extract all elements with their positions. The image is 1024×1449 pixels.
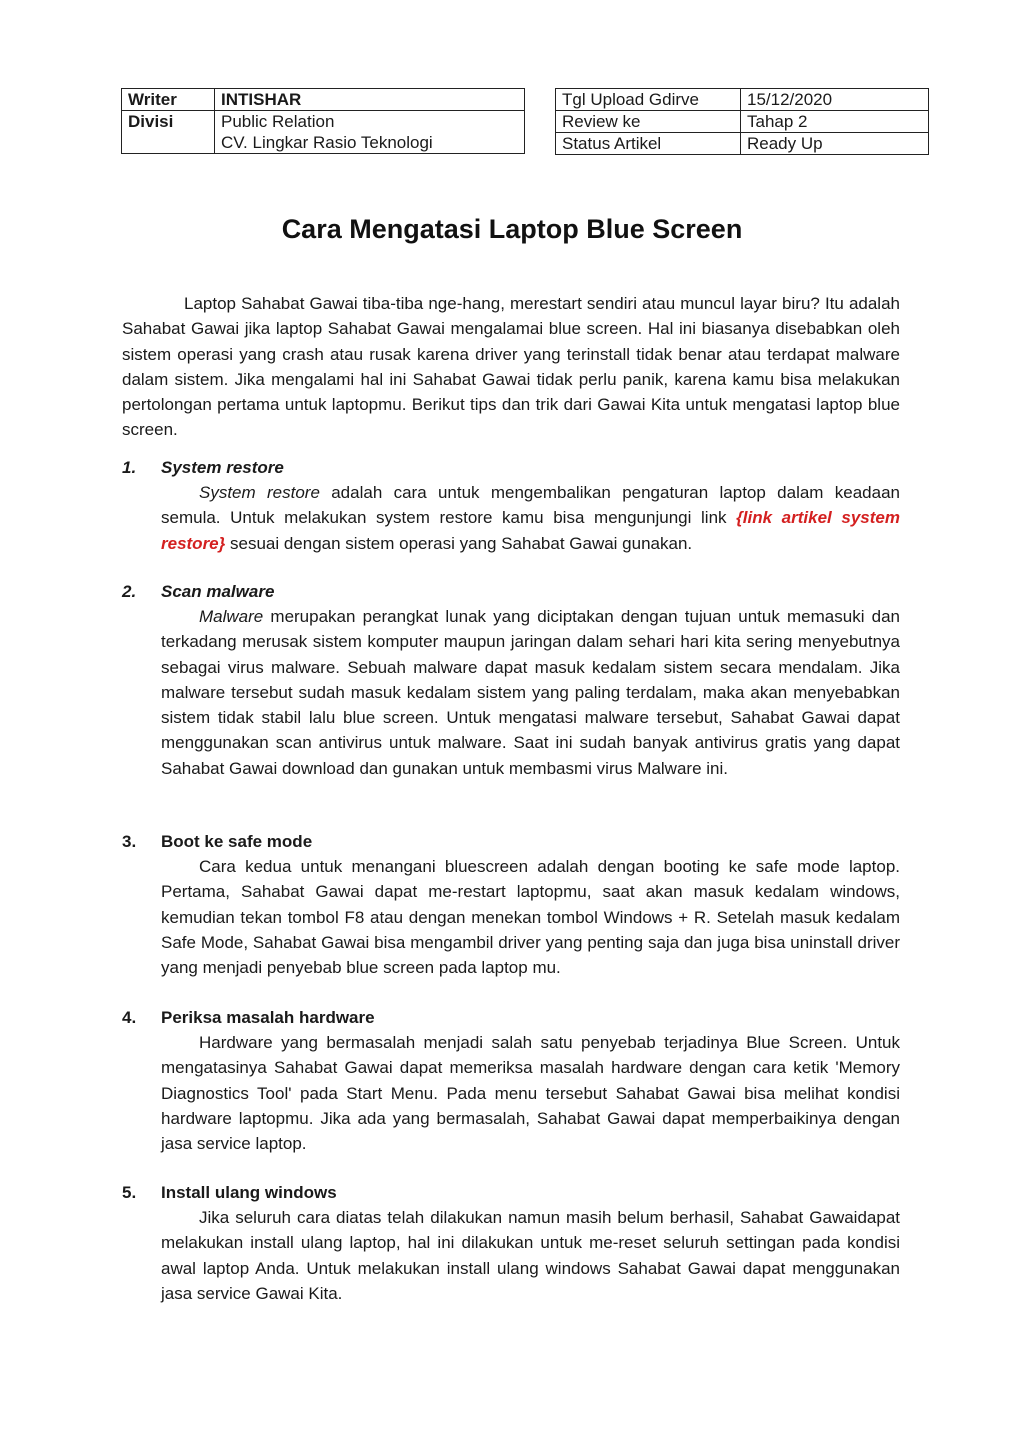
article-link[interactable]: {link artikel system restore} xyxy=(161,508,900,553)
section-system-restore xyxy=(122,455,900,556)
section-number: 4. xyxy=(122,1008,137,1027)
section-hardware xyxy=(122,1005,900,1156)
writer-value: INTISHAR xyxy=(215,89,525,111)
section-title: Boot ke safe mode xyxy=(161,832,313,851)
upload-date-value: 15/12/2020 xyxy=(741,89,929,111)
lead-term: System restore xyxy=(199,483,320,502)
section-body xyxy=(161,604,900,781)
divisi-value-2: CV. Lingkar Rasio Teknologi xyxy=(215,132,525,154)
section-body: Cara kedua untuk menangani bluescreen adalah dengan booting ke safe mode laptop. Pertama, Sahabat Gawai dapat me-restart laptopmu, saat akan masuk kedalam windows, kemudian tekan tombol F8 atau dengan menekan tombol Windows + R. Setelah masuk kedalam Safe Mode, Sahabat Gawai bisa mengambil driver yang penting saja dan juga bisa uninstall driver yang menjadi penyebab blue screen pada laptop mu. xyxy=(161,857,900,978)
body-text-b: sesuai dengan sistem operasi yang Sahabat Gawai gunakan. xyxy=(225,533,693,553)
section-number: 5. xyxy=(122,1183,137,1202)
section-title: Periksa masalah hardware xyxy=(161,1008,375,1027)
status-row xyxy=(556,133,929,155)
section-heading xyxy=(122,1005,900,1030)
divisi-value-1: Public Relation xyxy=(215,111,525,133)
section-title: Scan malware xyxy=(161,582,275,601)
section-body: Hardware yang bermasalah menjadi salah satu penyebab terjadinya Blue Screen. Untuk mengatasinya Sahabat Gawai dapat memeriksa masalah hardware dengan cara ketik 'Memory Diagnostics Tool' pada Start Menu. Pada menu tersebut Sahabat Gawai bisa melihat kondisi hardware laptopmu. Jika ada yang bermasalah, Sahabat Gawai dapat memperbaikinya dengan jasa service laptop. xyxy=(161,1033,900,1154)
writer-row xyxy=(122,89,525,111)
section-heading xyxy=(122,455,900,480)
section-title: System restore xyxy=(161,458,284,477)
section-number: 2. xyxy=(122,582,137,601)
article-title: Cara Mengatasi Laptop Blue Screen xyxy=(281,214,743,244)
article-status-label: Status Artikel xyxy=(556,133,741,155)
writer-info-table xyxy=(121,88,525,154)
intro-paragraph: Laptop Sahabat Gawai tiba-tiba nge-hang, merestart sendiri atau muncul layar biru? Itu adalah Sahabat Gawai jika laptop Sahabat Gawai mengalamai blue screen. Hal ini biasanya disebabkan oleh sistem operasi yang crash atau rusak karena driver yang terinstall tidak benar atau terdapat malware dalam sistem. Jika mengalami hal ini Sahabat Gawai tidak perlu panik, karena kamu bisa melakukan pertolongan pertama untuk laptopmu. Berikut tips dan trik dari Gawai Kita untuk mengatasi laptop blue screen. xyxy=(122,294,900,440)
article-status-value: Ready Up xyxy=(741,133,929,155)
status-row xyxy=(556,111,929,133)
review-value: Tahap 2 xyxy=(741,111,929,133)
section-body: Jika seluruh cara diatas telah dilakukan namun masih belum berhasil, Sahabat Gawaidapat melakukan install ulang laptop, hal ini dilakukan untuk me-reset seluruh settingan pada kondisi awal laptop Anda. Untuk melakukan install ulang windows Sahabat Gawai dapat menggunakan jasa service Gawai Kita. xyxy=(161,1208,900,1303)
section-scan-malware xyxy=(122,579,900,781)
divisi-label: Divisi xyxy=(122,111,215,154)
status-row xyxy=(556,89,929,111)
section-body xyxy=(161,480,900,556)
writer-label: Writer xyxy=(122,89,215,111)
article-status-table xyxy=(555,88,929,155)
upload-date-label: Tgl Upload Gdirve xyxy=(556,89,741,111)
divisi-row xyxy=(122,111,525,133)
section-title: Install ulang windows xyxy=(161,1183,337,1202)
section-safe-mode xyxy=(122,829,900,980)
section-heading xyxy=(122,1180,900,1205)
review-label: Review ke xyxy=(556,111,741,133)
section-number: 3. xyxy=(122,832,137,851)
body-text-a: adalah cara untuk mengembalikan pengaturan laptop dalam keadaan semula. Untuk melakukan system restore kamu bisa mengunjungi link xyxy=(161,483,901,528)
section-number: 1. xyxy=(122,458,137,477)
section-heading xyxy=(122,579,900,604)
lead-term: Malware xyxy=(199,607,264,626)
section-reinstall xyxy=(122,1180,900,1306)
section-heading xyxy=(122,829,900,854)
body-text: merupakan perangkat lunak yang diciptakan dengan tujuan untuk memasuki dan terkadang merusak sistem komputer maupun jaringan dalam sehari hari kita sering menyebutnya sebagai virus malware. Sebuah malware dapat masuk kedalam sistem secara mendalam. Jika malware tersebut sudah masuk kedalam sistem yang paling terdalam, maka akan menyebabkan sistem tidak stabil lalu blue screen. Untuk mengatasi malware tersebut, Sahabat Gawai dapat menggunakan scan antivirus untuk malware. Saat ini sudah banyak antivirus gratis yang dapat Sahabat Gawai download dan gunakan untuk membasmi virus Malware ini. xyxy=(161,607,900,778)
